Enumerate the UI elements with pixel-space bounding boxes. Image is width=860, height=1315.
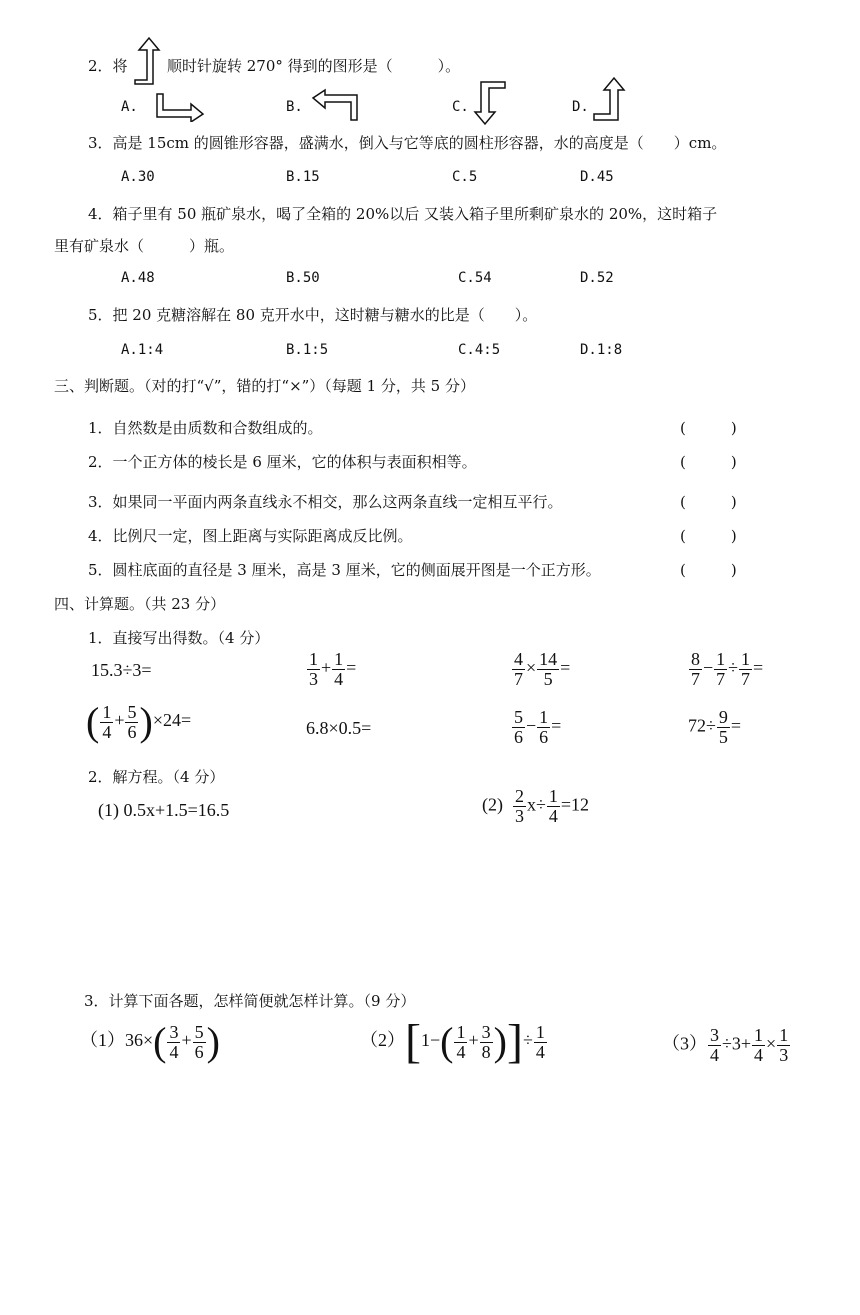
section4-title: 四、计算题。（共 23 分） — [54, 595, 226, 613]
calc-item-5: ( $\frac{1}{4}$ + $\frac{5}{6}$ )×24= — [86, 699, 192, 744]
q3-option-b: B.15 — [286, 169, 320, 185]
tf-blank-1[interactable]: ( ) — [680, 419, 737, 437]
calc-subtitle-1: 1．直接写出得数。（4 分） — [88, 629, 270, 647]
q4-text-line1: 4．箱子里有 50 瓶矿泉水，喝了全箱的 20%以后 又装入箱子里所剩矿泉水的 20%，这时箱子 — [88, 205, 718, 223]
calc-item-1: 15.3÷3= — [91, 660, 152, 680]
simplify-item-1: （1）36×( $\frac{3}{4}$ + $\frac{5}{6}$ ) — [80, 1019, 220, 1064]
q2-option-d: D. — [572, 99, 589, 115]
tf-item-3: 3．如果同一平面内两条直线永不相交，那么这两条直线一定相互平行。 — [88, 493, 563, 511]
l-arrow-right-icon — [155, 92, 205, 122]
tf-blank-3[interactable]: ( ) — [680, 493, 737, 511]
tf-item-1: 1．自然数是由质数和合数组成的。 — [88, 419, 323, 437]
q4-text-line2: 里有矿泉水（ ）瓶。 — [54, 237, 235, 255]
l-arrow-up-right-icon — [592, 76, 628, 124]
calc-subtitle-3: 3．计算下面各题，怎样简便就怎样计算。（9 分） — [84, 992, 416, 1010]
simplify-item-2: （2）[1−( $\frac{1}{4}$ + $\frac{3}{8}$ )]÷ $\frac{1}{4}$ — [360, 1015, 545, 1068]
q4-option-b: B.50 — [286, 270, 320, 286]
q2-option-b: B. — [286, 99, 303, 115]
q5-option-a: A.1:4 — [121, 342, 164, 358]
q2-option-c: C. — [452, 99, 469, 115]
l-arrow-up-icon — [133, 36, 163, 86]
q2-text: 顺时针旋转 270° 得到的图形是（ ）。 — [167, 57, 461, 75]
calc-item-3: $\frac{4}{7}$ × $\frac{14}{5}$ = — [514, 649, 571, 689]
q3-option-d: D.45 — [580, 169, 614, 185]
q3-text: 3．高是 15cm 的圆锥形容器，盛满水，倒入与它等底的圆柱形容器，水的高度是（ ）cm。 — [88, 134, 727, 152]
q4-option-d: D.52 — [580, 270, 614, 286]
q5-option-b: B.1:5 — [286, 342, 329, 358]
calc-item-6: 6.8×0.5= — [306, 718, 372, 738]
equation-2-label: (2) — [482, 794, 503, 815]
tf-blank-2[interactable]: ( ) — [680, 453, 737, 471]
tf-blank-5[interactable]: ( ) — [680, 561, 737, 579]
simplify-3-label: （3） — [662, 1033, 707, 1054]
simplify-item-3: （3） $\frac{3}{4}$ ÷3+ $\frac{1}{4}$ × $\frac{1}{3}$ — [662, 1025, 789, 1065]
q2-number: 2．将 — [88, 57, 128, 75]
l-arrow-left-icon — [311, 88, 361, 122]
q5-text: 5．把 20 克糖溶解在 80 克开水中，这时糖与糖水的比是（ ）。 — [88, 306, 538, 324]
q4-option-c: C.54 — [458, 270, 492, 286]
q5-option-c: C.4:5 — [458, 342, 501, 358]
calc-subtitle-2: 2．解方程。（4 分） — [88, 768, 225, 786]
section3-title: 三、判断题。（对的打“√”，错的打“×”）（每题 1 分，共 5 分） — [54, 377, 475, 395]
q3-option-c: C.5 — [452, 169, 478, 185]
q2-option-a: A. — [121, 99, 138, 115]
tf-blank-4[interactable]: ( ) — [680, 527, 737, 545]
simplify-1-label: （1）36× — [80, 1030, 154, 1051]
equation-1: (1) 0.5x+1.5=16.5 — [98, 800, 230, 820]
q5-option-d: D.1:8 — [580, 342, 623, 358]
equation-2: (2) $\frac{2}{3}$ x÷ $\frac{1}{4}$ =12 — [482, 786, 590, 826]
tf-item-2: 2．一个正方体的棱长是 6 厘米，它的体积与表面积相等。 — [88, 453, 477, 471]
l-arrow-down-icon — [471, 80, 507, 126]
q3-option-a: A.30 — [121, 169, 155, 185]
tf-item-4: 4．比例尺一定，图上距离与实际距离成反比例。 — [88, 527, 413, 545]
calc-item-4: $\frac{8}{7}$ − $\frac{1}{7}$ ÷ $\frac{1}{7}$ = — [691, 649, 764, 689]
calc-item-7: $\frac{5}{6}$ − $\frac{1}{6}$ = — [514, 707, 562, 747]
q4-option-a: A.48 — [121, 270, 155, 286]
tf-item-5: 5．圆柱底面的直径是 3 厘米，高是 3 厘米，它的侧面展开图是一个正方形。 — [88, 561, 601, 579]
calc-item-2: $\frac{1}{3}$ + $\frac{1}{4}$ = — [309, 649, 357, 689]
simplify-2-label: （2） — [360, 1030, 405, 1051]
calc-item-8: 72÷ $\frac{9}{5}$ = — [688, 707, 742, 747]
